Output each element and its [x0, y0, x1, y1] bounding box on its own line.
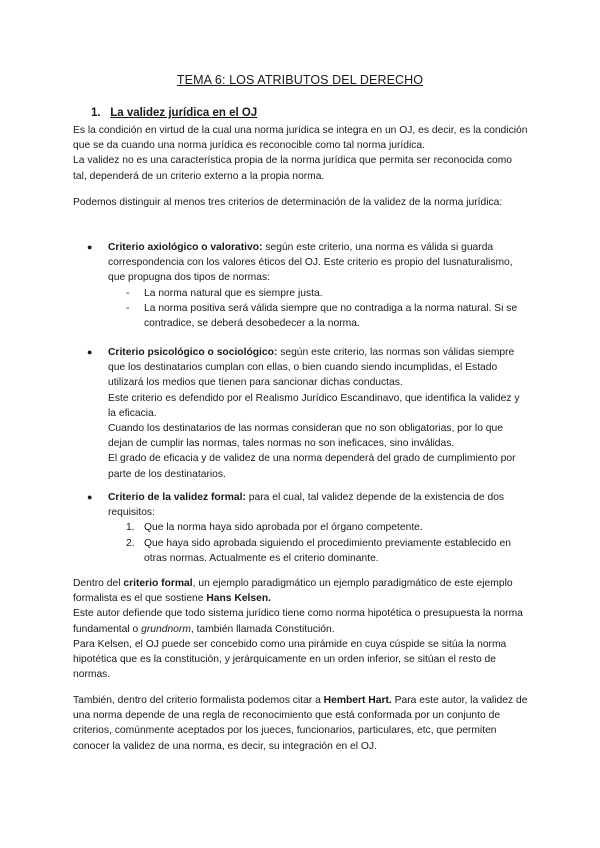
list-item: 1. Que la norma haya sido aprobada por el órgano competente. — [108, 520, 528, 535]
list-item: 2. Que haya sido aprobada siguiendo el procedimiento previamente establecido en otras normas. Actualmente es el criterio dominante. — [126, 537, 511, 564]
list-number: 2. — [126, 537, 135, 549]
criterion-psicologico — [73, 345, 528, 480]
hart-paragraph: También, dentro del criterio formalista podemos citar a Hembert Hart. Para este autor, la validez de una norma depende de una regla de reconocimiento que está conformada por un conjunto de criterios, comúnmente aceptados por los jueces, funcionarios, particulares, etc, que permiten conocer la validez de una norma, es decir, su integración en el OJ. — [73, 695, 528, 752]
criterion-psicologico-body — [108, 345, 528, 482]
list-item: - La norma positiva será válida siempre que no contradiga a la norma natural. Si se contradice, se deberá desobedecer a la norma. — [126, 302, 518, 330]
criterion-psicologico-p4: El grado de eficacia y de validez de una norma dependerá del grado de cumplimiento por parte de los destinatarios. — [108, 453, 516, 480]
bullet-icon: ● — [87, 242, 93, 252]
section-heading-text: La validez jurídica en el OJ — [110, 107, 258, 119]
criterion-axiologico — [73, 240, 528, 330]
hart-name: Hembert Hart. — [323, 695, 392, 706]
criterion-formal-text: para el cual, tal validez depende de la existencia de dos requisitos: — [108, 492, 505, 519]
criterion-psicologico-p3: Cuando los destinatarios de las normas consideran que no son obligatorias, por lo que dejan de cumplir las normas, tales normas no son ineficaces, sino inválidas. — [108, 423, 503, 450]
criterion-axiologico-body — [108, 240, 528, 331]
list-number: 1. — [126, 522, 135, 534]
criterion-formal-label: Criterio de la validez formal: — [108, 492, 246, 503]
grundnorm-term: grundnorm — [141, 623, 191, 635]
criterion-formal — [73, 490, 528, 565]
intro-p2: La validez no es una característica propia de la norma jurídica que permita ser reconocida como tal, dependerá de un criterio externo a la propia norma. — [73, 155, 512, 182]
document-title: TEMA 6: LOS ATRIBUTOS DEL DERECHO — [176, 73, 424, 87]
intro-p1: Es la condición en virtud de la cual una norma jurídica se integra en un OJ, es decir, es la condición que se da cuando una norma jurídica es reconocible como tal norma jurídica. — [73, 125, 528, 152]
kelsen-name: Hans Kelsen. — [206, 593, 272, 605]
axiologico-sublist — [108, 286, 528, 332]
criterion-formal-body — [108, 490, 528, 566]
criteria-intro — [73, 195, 528, 210]
criterio-formal-term: criterio formal — [123, 578, 193, 589]
dash-icon: - — [126, 287, 130, 299]
criterion-psicologico-p2: Este criterio es defendido por el Realismo Jurídico Escandinavo, que identifica la validez y la eficacia. — [108, 392, 520, 419]
kelsen-p3: Para Kelsen, el OJ puede ser concebido como una pirámide en cuya cúspide se sitúa la norma hipotética que es la constitución, y jerárquicamente en un orden inferior, se sitúan el resto de normas. — [73, 638, 507, 681]
criterion-axiologico-text: según este criterio, una norma es válida si guarda correspondencia con los valores éticos del OJ. Este criterio es propio del Iusnaturalismo, que propugna dos tipos de normas: — [108, 242, 513, 284]
section-number: 1. — [91, 107, 101, 119]
criterion-psicologico-label: Criterio psicológico o sociológico: — [108, 347, 278, 358]
criteria-intro-text: Podemos distinguir al menos tres criterios de determinación de la validez de la norma jurídica: — [73, 197, 503, 208]
bullet-icon: ● — [87, 492, 93, 502]
section-heading — [91, 107, 257, 119]
criterion-axiologico-label: Criterio axiológico o valorativo: — [108, 242, 263, 253]
criterion-psicologico-text: según este criterio, las normas son válidas siempre que los destinatarios cumplan con ellas, o bien cuando siendo incumplidas, el Estado utilizará los medios que tienen para sancionar dichas conductas. — [108, 347, 515, 389]
formal-sublist — [108, 520, 528, 566]
bullet-icon: ● — [87, 347, 93, 357]
dash-icon: - — [126, 302, 130, 314]
list-item: - La norma natural que es siempre justa. — [108, 286, 528, 301]
kelsen-paragraph: Dentro del criterio formal, un ejemplo paradigmático un ejemplo paradigmático de este ejemplo formalista es el que sostiene Hans Kelsen. Este autor defiende que todo sistema jurídico tiene como norma hipotética o presupuesta la norma fundamental o grundnorm, también llamada Constitución. Para Kelsen, el OJ puede ser concebido como una pirámide en cuya cúspide se sitúa la norma hipotética que es la constitución, y jerárquicamente en un orden inferior, se sitúan el resto de normas. — [73, 576, 528, 682]
intro-paragraph — [73, 123, 528, 184]
